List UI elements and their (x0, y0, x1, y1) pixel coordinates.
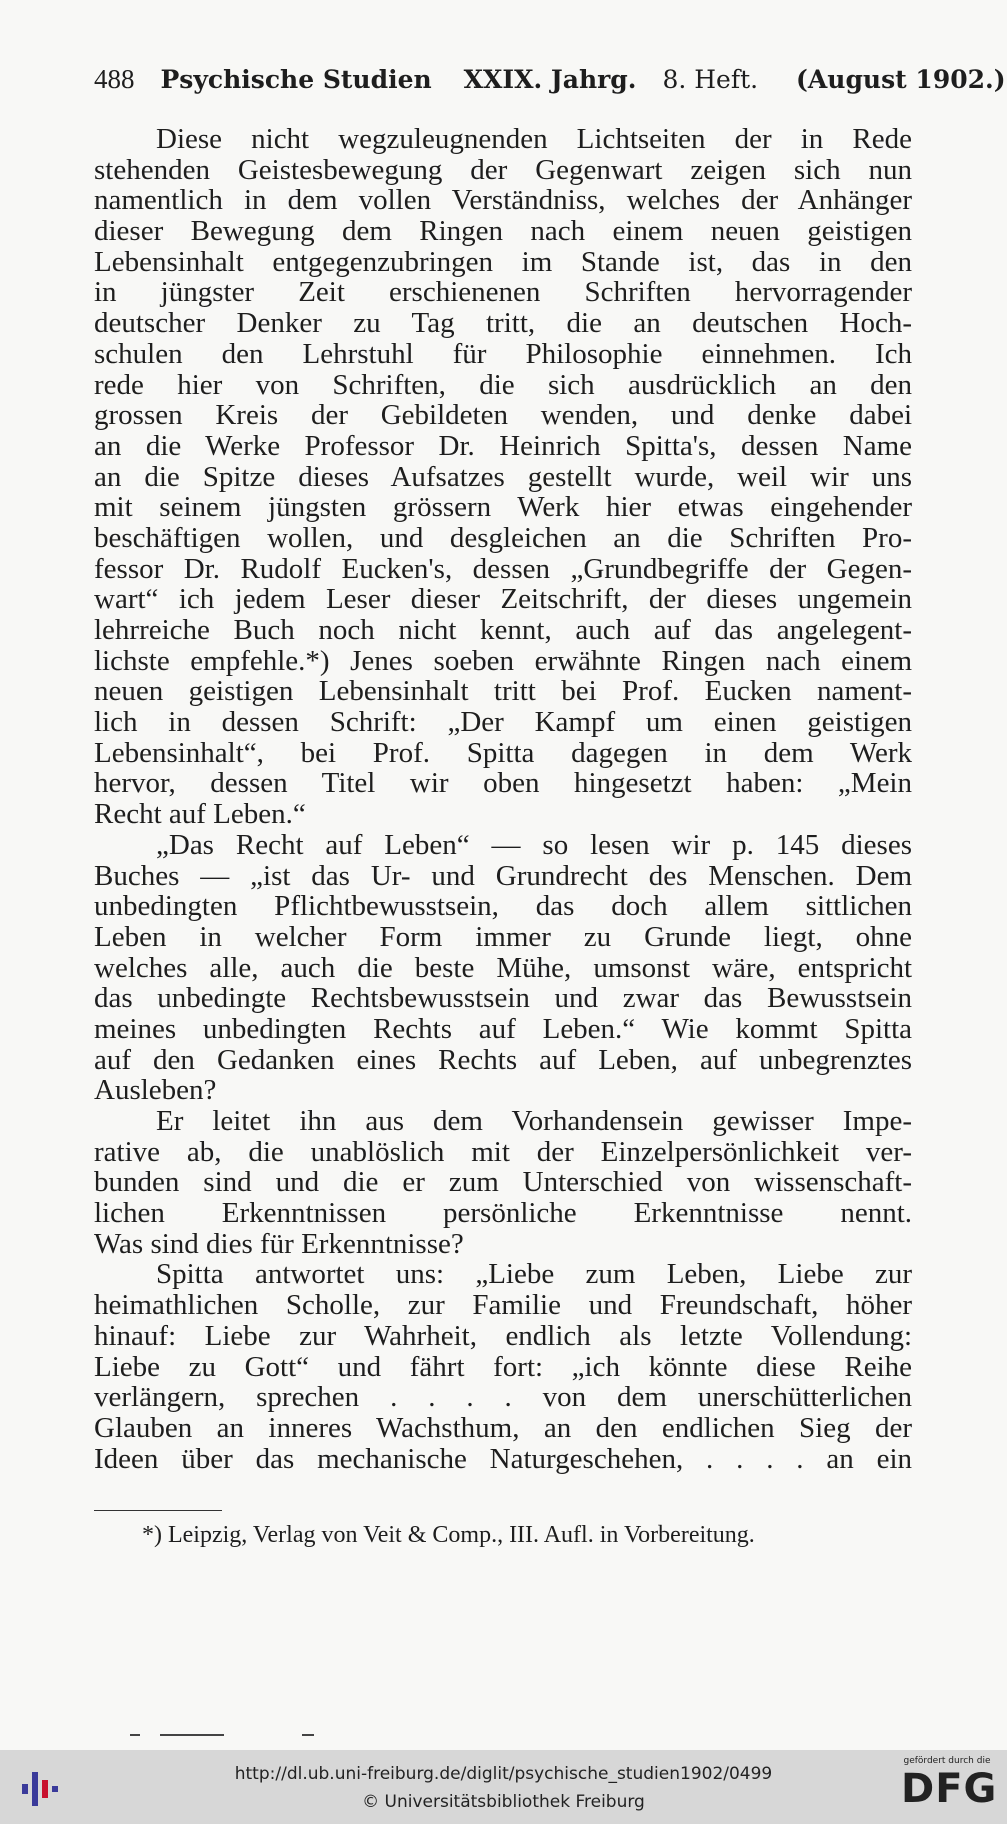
text-line: lichste empfehle.*) Jenes soeben erwähnte Ringen nach einem (94, 644, 912, 677)
page-number: 488 (94, 64, 135, 94)
body-text (94, 124, 912, 1474)
text-line: Liebe zu Gott“ und fährt fort: „ich könnte diese Reihe (94, 1350, 912, 1383)
text-line: neuen geistigen Lebensinhalt tritt bei Prof. Eucken nament- (94, 675, 912, 708)
text-line: Diese nicht wegzuleugnenden Lichtseiten der in Rede (156, 123, 912, 155)
text-line: Recht auf Leben.“ (94, 798, 306, 831)
text-line: heimathlichen Scholle, zur Familie und Freundschaft, höher (94, 1289, 912, 1322)
text-line: deutscher Denker zu Tag tritt, die an deutschen Hoch- (94, 307, 912, 340)
text-line: Er leitet ihn aus dem Vorhandensein gewisser Impe- (156, 1105, 912, 1137)
source-url-link[interactable]: http://dl.ub.uni-freiburg.de/diglit/psychische_studien1902/0499 (234, 1764, 773, 1784)
text-line: dieser Bewegung dem Ringen nach einem neuen geistigen (94, 215, 912, 248)
text-line: namentlich in dem vollen Verständniss, welches der Anhänger (94, 184, 912, 217)
text-line: an die Werke Professor Dr. Heinrich Spitta's, dessen Name (94, 429, 912, 462)
text-line: wart“ ich jedem Leser dieser Zeitschrift, der dieses ungemein (94, 583, 912, 616)
text-line: Was sind dies für Erkenntnisse? (94, 1227, 464, 1260)
text-line: Glauben an inneres Wachsthum, an den endlichen Sieg der (94, 1411, 912, 1444)
text-line: an die Spitze dieses Aufsatzes gestellt wurde, weil wir uns (94, 460, 912, 493)
dfg-logo (901, 1756, 998, 1812)
text-line: Ausleben? (94, 1074, 217, 1107)
text-line: das unbedingte Rechtsbewusstsein und zwar das Bewusstsein (94, 982, 912, 1015)
text-line: Lebensinhalt entgegenzubringen im Stande ist, das in den (94, 245, 912, 278)
journal-title: Psychische Studien (160, 65, 432, 94)
text-line: mit seinem jüngsten grössern Werk hier etwas eingehender (94, 491, 912, 524)
text-line: meines unbedingten Rechts auf Leben.“ Wie kommt Spitta (94, 1012, 912, 1045)
volume-label: XXIX. Jahrg. (463, 65, 637, 94)
dfg-caption: gefördert durch die (903, 1756, 991, 1766)
text-line: lich in dessen Schrift: „Der Kampf um einen geistigen (94, 706, 912, 739)
text-line: lehrreiche Buch noch nicht kennt, auch auf das angelegent- (94, 614, 912, 646)
text-line: Leben in welcher Form immer zu Grunde liegt, ohne (94, 920, 912, 953)
text-line: grossen Kreis der Gebildeten wenden, und denke dabei (94, 399, 912, 432)
text-line: fessor Dr. Rudolf Eucken's, dessen „Grundbegriffe der Gegen- (94, 552, 912, 585)
running-header (94, 62, 1006, 97)
scan-marks (130, 1734, 330, 1736)
footnote: *) Leipzig, Verlag von Veit & Comp., III. Aufl. in Vorbereitung. (142, 1522, 755, 1548)
text-line: verlängern, sprechen . . . . von dem unerschütterlichen (94, 1381, 912, 1414)
footnote-rule (94, 1510, 222, 1511)
issue-label: 8. Heft. (662, 65, 759, 94)
text-line: schulen den Lehrstuhl für Philosophie einnehmen. Ich (94, 337, 912, 370)
text-line: welches alle, auch die beste Mühe, umsonst wäre, entspricht (94, 951, 912, 984)
text-line: auf den Gedanken eines Rechts auf Leben, auf unbegrenztes (94, 1043, 912, 1076)
text-line: Ideen über das mechanische Naturgeschehen, . . . . an ein (94, 1442, 912, 1475)
text-line: rative ab, die unablöslich mit der Einzelpersönlichkeit ver- (94, 1135, 912, 1168)
library-footer (0, 1750, 1007, 1824)
copyright-notice: © Universitätsbibliothek Freiburg (362, 1792, 645, 1812)
text-line: Spitta antwortet uns: „Liebe zum Leben, Liebe zur (156, 1258, 912, 1291)
text-line: unbedingten Pflichtbewusstsein, das doch allem sittlichen (94, 890, 912, 923)
text-line: bunden sind und die er zum Unterschied von wissenschaft- (94, 1166, 912, 1199)
dfg-logo-text: DFG (901, 1766, 998, 1812)
text-line: rede hier von Schriften, die sich ausdrücklich an den (94, 368, 912, 401)
text-line: beschäftigen wollen, und desgleichen an die Schriften Pro- (94, 521, 912, 554)
text-line: „Das Recht auf Leben“ — so lesen wir p. 145 dieses (156, 828, 912, 861)
text-line: Lebensinhalt“, bei Prof. Spitta dagegen in dem Werk (94, 736, 912, 769)
text-line: Buches — „ist das Ur- und Grundrecht des Menschen. Dem (94, 859, 912, 892)
issue-date: (August 1902.) (796, 65, 1006, 94)
text-line: in jüngster Zeit erschienenen Schriften hervorragender (94, 276, 912, 309)
text-line: lichen Erkenntnissen persönliche Erkenntnisse nennt. (94, 1197, 912, 1230)
text-line: hinauf: Liebe zur Wahrheit, endlich als letzte Vollendung: (94, 1319, 912, 1352)
text-line: hervor, dessen Titel wir oben hingesetzt haben: „Mein (94, 767, 912, 800)
text-line: stehenden Geistesbewegung der Gegenwart zeigen sich nun (94, 153, 912, 186)
